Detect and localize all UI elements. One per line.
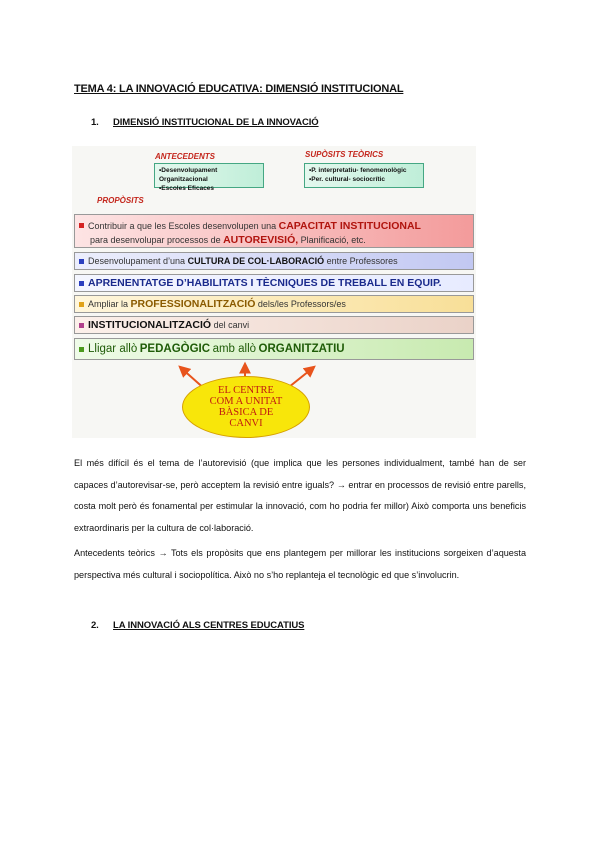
suposits-item: •Per. cultural- sociocrític (309, 176, 385, 183)
center-text: EL CENTRE COM A UNITAT BÀSICA DE CANVI (209, 385, 283, 429)
row-text: amb allò (212, 343, 257, 355)
bullet-icon (79, 259, 84, 264)
purpose-row-2 (74, 252, 474, 270)
antecedents-label: ANTECEDENTS (155, 152, 216, 161)
section-title: LA INNOVACIÓ ALS CENTRES EDUCATIUS (113, 620, 305, 631)
bullet-icon (79, 347, 84, 352)
bullet-icon (79, 302, 84, 307)
row-text: del canvi (213, 320, 250, 330)
row-text: dels/les Professors/es (257, 299, 346, 309)
antecedents-box (154, 163, 264, 192)
row-text: Contribuir a que les Escoles desenvolupen una (88, 221, 279, 231)
page-title: TEMA 4: LA INNOVACIÓ EDUCATIVA: DIMENSIÓ INSTITUCIONAL (74, 83, 404, 95)
row-text: Desenvolupament d’una (88, 256, 186, 266)
suposits-box (304, 163, 424, 188)
row-bold: PEDAGÒGIC (139, 343, 211, 355)
row-bold: APRENENTATGE D’HABILITATS I TÈCNIQUES DE TREBALL EN EQUIP. (88, 277, 442, 289)
purpose-row-4 (74, 295, 474, 313)
row-bold: INSTITUCIONALITZACIÓ (88, 319, 212, 331)
antecedents-item: •Escoles Eficaces (159, 185, 215, 192)
row-text: Ampliar la (88, 299, 129, 309)
row-text: entre Professores (326, 256, 398, 266)
paragraph-2: Antecedents teòrics → Tots els propòsits que ens plantegem per millorar les institucions sorgeixen d’aquesta perspectiva més cultural i sociopolítica. Això no s’ho replanteja el tecnològic ed que s’involucrin. (74, 548, 526, 580)
row-bold: CAPACITAT INSTITUCIONAL (278, 220, 421, 232)
row-bold: ORGANITZATIU (258, 343, 345, 355)
suposits-label: SUPÒSITS TEÒRICS (305, 150, 384, 159)
section-heading-1 (91, 117, 319, 128)
suposits-item: •P. interpretatiu- fenomenològic (309, 167, 407, 174)
section-title: DIMENSIÓ INSTITUCIONAL DE LA INNOVACIÓ (113, 117, 319, 128)
proposits-label: PROPÒSITS (97, 196, 144, 205)
row-bold: PROFESSIONALITZACIÓ (130, 298, 256, 310)
paragraph-1: El més difícil és el tema de l’autorevisió (que implica que les persones individualment, també han de ser capaces d’autorevisar-se, però acceptem la revisió entre iguals? → entrar en processos de revisió entre parells, costa molt però és fonamental per estimular la innovació, com ho podria fer millor) Això comporta uns beneficis extraordinaris per la cultura de col·laboració. (74, 458, 526, 533)
purpose-row-6 (74, 338, 474, 360)
section-heading-2 (91, 620, 304, 631)
bullet-icon (79, 323, 84, 328)
purpose-row-3 (74, 274, 474, 292)
antecedents-item: •Desenvolupament Organitzacional (159, 167, 218, 183)
bullet-icon (79, 223, 84, 228)
row-text: Lligar allò (88, 343, 138, 355)
center-ellipse (182, 376, 310, 438)
purpose-row-5 (74, 316, 474, 334)
row-bold: AUTOREVISIÓ, (223, 234, 299, 246)
row-text: Planificació, etc. (298, 235, 366, 245)
bullet-icon (79, 281, 84, 286)
purpose-row-1 (74, 214, 474, 248)
row-bold: CULTURA DE COL·LABORACIÓ (187, 256, 325, 266)
diagram-figure (72, 146, 476, 438)
section-number: 2. (91, 620, 99, 631)
section-number: 1. (91, 117, 99, 128)
row-text: para desenvolupar processos de (90, 235, 224, 245)
